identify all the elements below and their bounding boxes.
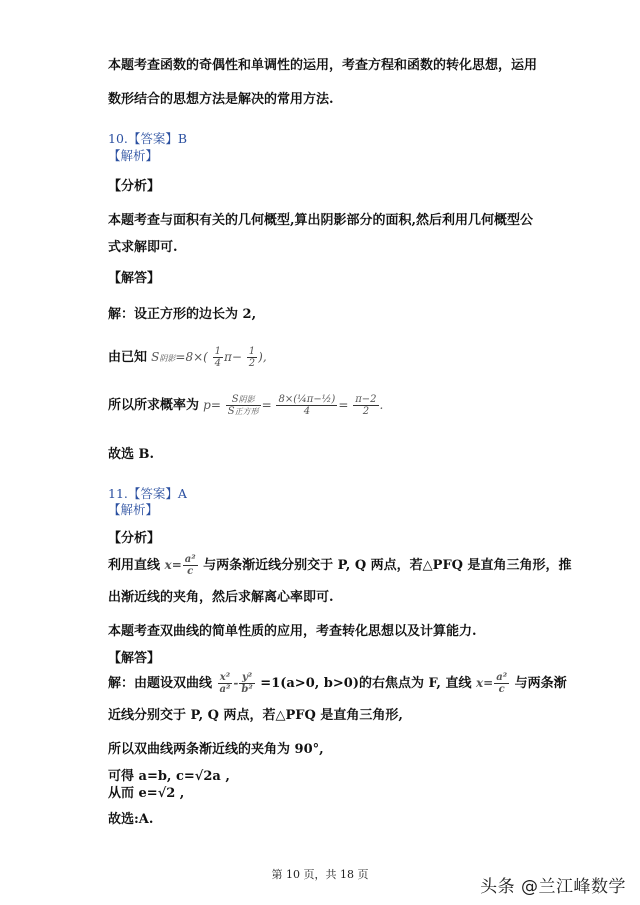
text-line: 从而 e=√2 , [108,786,185,801]
text-line: 式求解即可. [108,240,178,255]
text-span: 与两条渐近线分别交于 P, Q 两点，若△PFQ 是直角三角形，推 [203,558,572,573]
formula-line [108,554,572,577]
formula-prefix: 由已知 [108,350,148,365]
formula-line [108,672,567,695]
formula-line-x: x= $\frac{\text{a²}}{c}$ [164,554,196,577]
jiexi-11: 【解析】 [108,502,159,517]
text-line: 故选 B. [108,447,155,462]
text-span: 利用直线 [108,558,161,573]
formula-prefix: 所以所求概率为 [108,398,200,413]
formula-area: S阴影=8×( $\frac{1}{4}$ π− $\frac{1}{2}$ ), [151,346,267,369]
text-line: 近线分别交于 P, Q 两点，若△PFQ 是直角三角形, [108,708,403,723]
text-line: 解：设正方形的边长为 2, [108,307,257,322]
text-line: 出渐近线的夹角，然后求解离心率即可. [108,590,334,605]
formula-probability: p= $\frac{\text{S阴影}}{\text{S正方形}}$ = $\frac{\text{8×(¼π−½)}}{4}$ = $\frac{\pi-2}{2}$ . [203,394,384,417]
fenxi-heading-11: 【分析】 [108,531,161,546]
formula-line [108,394,383,417]
answer-10: 10.【答案】B [108,131,188,146]
watermark: 头条 @兰江峰数学 [480,877,626,897]
text-span: 解：由题设双曲线 [108,676,213,691]
text-line: 本题考查函数的奇偶性和单调性的运用，考查方程和函数的转化思想，运用 [108,58,538,73]
text-span: 与两条渐 [514,676,567,691]
formula-hyperbola: $\frac{\text{x²}}{\text{a²}}$ - $\frac{\text{y²}}{\text{b²}}$ [219,672,253,695]
jieda-heading-11: 【解答】 [108,651,161,666]
formula-line [108,346,267,369]
jieda-heading-10: 【解答】 [108,271,161,286]
text-line: 所以双曲线两条渐近线的夹角为 90°, [108,742,324,757]
text-line: 本题考查双曲线的简单性质的应用，考查转化思想以及计算能力. [108,624,477,639]
jiexi-10: 【解析】 [108,148,159,163]
text-span: =1(a>0, b>0)的右焦点为 F, 直线 [260,676,472,691]
answer-11: 11.【答案】A [108,486,187,501]
fenxi-heading-10: 【分析】 [108,179,161,194]
text-line: 可得 a=b, c=√2a , [108,769,230,784]
text-line: 本题考查与面积有关的几何概型,算出阴影部分的面积,然后利用几何概型公 [108,213,534,228]
text-line: 数形结合的思想方法是解决的常用方法. [108,92,334,107]
page-footer: 第 10 页，共 18 页 [271,868,369,881]
text-line: 故选:A. [108,812,154,827]
formula-line-x: x= $\frac{\text{a²}}{c}$ [476,672,508,695]
